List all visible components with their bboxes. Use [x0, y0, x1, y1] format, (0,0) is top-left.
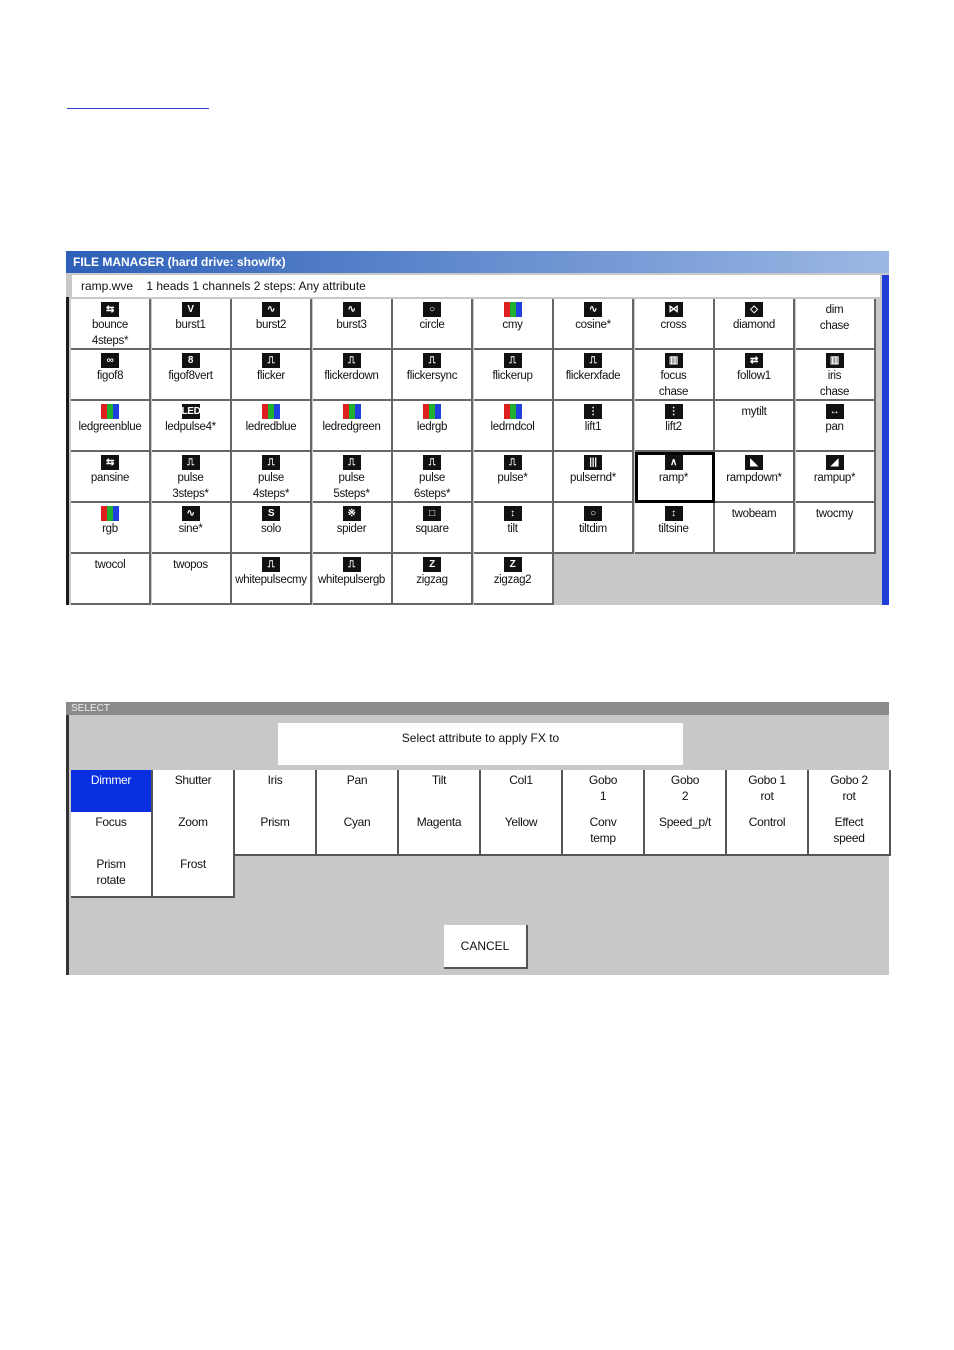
fx-file-label: zigzag	[416, 574, 448, 586]
led-icon	[343, 404, 361, 419]
fx-file-pulse-3steps[interactable]	[152, 452, 232, 503]
file-manager-window	[66, 251, 889, 605]
fx-file-ledrgb[interactable]	[393, 401, 473, 452]
rgb-icon	[101, 506, 119, 521]
fx-file-tiltdim[interactable]	[554, 503, 634, 554]
pulse-icon: ⎍	[504, 455, 522, 470]
attribute-button-control[interactable]: Control	[727, 812, 809, 856]
fx-file-label: solo	[261, 523, 281, 535]
fx-file-ledgreenblue[interactable]	[71, 401, 151, 452]
attribute-button-zoom[interactable]: Zoom	[153, 812, 235, 856]
fx-file-label: circle	[419, 319, 445, 331]
fx-file-rampup[interactable]	[796, 452, 876, 503]
fx-file-label: figof8vert	[168, 370, 213, 382]
chase-icon: ▥	[665, 353, 683, 368]
hyperlink-underline[interactable]	[67, 108, 209, 109]
led-icon: LED	[181, 406, 201, 417]
cancel-button[interactable]: CANCEL	[444, 925, 528, 969]
fx-file-label: pulse*	[497, 472, 528, 484]
fx-file-bounce-4steps[interactable]	[71, 299, 151, 350]
fx-file-label: sine*	[178, 523, 203, 535]
file-manager-title: FILE MANAGER (hard drive: show/fx)	[66, 251, 889, 273]
attribute-button-frost[interactable]: Frost	[153, 854, 235, 898]
cmy-icon	[504, 302, 522, 317]
fx-file-label: rampup*	[813, 472, 856, 484]
fx-file-label: twobeam	[731, 508, 777, 520]
led-icon	[423, 404, 441, 419]
fx-file-twocol[interactable]	[71, 554, 151, 605]
pulse-icon: ⎍	[262, 557, 280, 572]
fx-file-spider[interactable]	[313, 503, 393, 554]
square-icon: □	[423, 506, 441, 521]
fx-file-label: pulse 4steps*	[252, 472, 290, 500]
fx-file-burst1[interactable]	[152, 299, 232, 350]
fx-file-label: tiltsine	[658, 523, 689, 535]
fx-file-zigzag2[interactable]	[474, 554, 554, 605]
fx-file-label: cross	[660, 319, 687, 331]
fx-file-label: pulse 6steps*	[413, 472, 451, 500]
fx-file-circle[interactable]	[393, 299, 473, 350]
fx-file-label: square	[415, 523, 449, 535]
pansine-icon: ⇆	[101, 455, 119, 470]
fx-file-cmy[interactable]	[474, 299, 554, 350]
fx-file-label: pan	[825, 421, 844, 433]
pulse-icon: ⎍	[584, 353, 602, 368]
fx-file-burst2[interactable]	[232, 299, 312, 350]
attribute-button-conv-temp[interactable]: Conv temp	[563, 812, 645, 856]
fx-file-pulse-5steps[interactable]	[313, 452, 393, 503]
fx-file-label: whitepulsecmy	[235, 574, 307, 586]
fx-file-pulsernd[interactable]	[554, 452, 634, 503]
attribute-button-tilt[interactable]: Tilt	[399, 770, 481, 814]
fx-file-pulse[interactable]	[474, 452, 554, 503]
fx-file-tiltsine[interactable]	[635, 503, 715, 554]
fx-file-label: diamond	[732, 319, 775, 331]
fx-file-flickersync[interactable]	[393, 350, 473, 401]
fx-file-ramp[interactable]	[635, 452, 715, 503]
fx-file-label: whitepulsergb	[317, 574, 386, 586]
fx-file-figof8[interactable]	[71, 350, 151, 401]
pulse-icon: ⎍	[343, 455, 361, 470]
attribute-button-shutter[interactable]: Shutter	[153, 770, 235, 814]
attribute-button-col1[interactable]: Col1	[481, 770, 563, 814]
fx-file-follow1[interactable]	[715, 350, 795, 401]
lift-icon: ⋮	[665, 404, 683, 419]
pulse-icon: ⎍	[262, 353, 280, 368]
burst1-icon: V	[182, 302, 200, 317]
fx-file-flickerxfade[interactable]	[554, 350, 634, 401]
fx-file-label: burst1	[175, 319, 206, 331]
fx-file-label: cosine*	[575, 319, 611, 331]
attribute-button-gobo-2[interactable]: Gobo 2	[645, 770, 727, 814]
fx-file-label: flickerup	[492, 370, 533, 382]
zigzag-icon: Z	[423, 557, 441, 572]
figure8-icon: ∞	[101, 353, 119, 368]
tiltdim-icon: ○	[584, 506, 602, 521]
fx-file-label: ramp*	[658, 472, 689, 484]
fx-file-label: tiltdim	[579, 523, 607, 535]
fx-file-whitepulsergb[interactable]	[313, 554, 393, 605]
fx-file-label: flickersync	[406, 370, 458, 382]
fx-file-label: iris chase	[819, 370, 850, 398]
spider-icon: ※	[343, 506, 361, 521]
fx-file-label: focus chase	[658, 370, 689, 398]
fx-file-tilt[interactable]	[474, 503, 554, 554]
diamond-icon: ◇	[745, 302, 763, 317]
fx-file-dim-chase[interactable]	[796, 299, 876, 350]
led-icon	[262, 404, 280, 419]
fx-file-rampdown[interactable]	[715, 452, 795, 503]
fx-file-label: mytilt	[741, 406, 767, 418]
attribute-button-speed-p-t[interactable]: Speed_p/t	[645, 812, 727, 856]
fx-file-twocmy[interactable]	[796, 503, 876, 554]
pulse-icon: ⎍	[262, 455, 280, 470]
fx-file-label: flicker	[257, 370, 285, 382]
fx-file-ledredblue[interactable]	[232, 401, 312, 452]
attribute-button-cyan[interactable]: Cyan	[317, 812, 399, 856]
bounce-icon: ⇆	[101, 302, 119, 317]
fx-file-lift1[interactable]	[554, 401, 634, 452]
window-edge	[66, 715, 69, 975]
fx-file-zigzag[interactable]	[393, 554, 473, 605]
fx-file-label: ledredgreen	[322, 421, 381, 433]
fx-file-label: follow1	[737, 370, 771, 382]
attribute-button-focus[interactable]: Focus	[71, 812, 153, 856]
fx-file-label: flickerdown	[324, 370, 379, 382]
fx-file-label: ledredblue	[245, 421, 297, 433]
lift-icon: ⋮	[584, 404, 602, 419]
fx-file-cross[interactable]	[635, 299, 715, 350]
fx-file-label: pulse 5steps*	[333, 472, 370, 500]
attribute-button-yellow[interactable]: Yellow	[481, 812, 563, 856]
fx-file-label: zigzag2	[493, 574, 532, 586]
fx-file-label: bounce 4steps*	[91, 319, 129, 347]
fx-file-label: lift1	[584, 421, 602, 433]
random-pulse-icon: |||	[584, 455, 602, 470]
fx-file-label: burst3	[336, 319, 367, 331]
chase-icon: ▥	[826, 353, 844, 368]
fx-file-label: burst2	[255, 319, 287, 331]
attribute-button-prism-rotate[interactable]: Prism rotate	[71, 854, 153, 898]
window-edge	[66, 297, 69, 605]
fx-file-label: ledrndcol	[490, 421, 535, 433]
fx-file-ledrndcol[interactable]	[474, 401, 554, 452]
fx-file-flickerdown[interactable]	[313, 350, 393, 401]
circle-icon: ○	[423, 302, 441, 317]
file-info-bar: ramp.wve 1 heads 1 channels 2 steps: Any attribute	[72, 275, 880, 297]
fx-file-iris-chase[interactable]	[796, 350, 876, 401]
fx-file-label: dim chase	[819, 304, 850, 332]
fx-file-figof8vert[interactable]	[152, 350, 232, 401]
fx-file-whitepulsecmy[interactable]	[232, 554, 312, 605]
fx-file-square[interactable]	[393, 503, 473, 554]
follow-icon: ⇄	[745, 353, 763, 368]
attribute-button-gobo-1-rot[interactable]: Gobo 1 rot	[727, 770, 809, 814]
fx-file-diamond[interactable]	[715, 299, 795, 350]
fx-file-ledpulse4[interactable]	[152, 401, 232, 452]
select-dialog-title: SELECT	[66, 702, 889, 715]
attribute-button-iris[interactable]: Iris	[235, 770, 317, 814]
pan-icon: ↔	[826, 404, 844, 419]
fx-file-pan[interactable]	[796, 401, 876, 452]
attribute-button-dimmer[interactable]: Dimmer	[71, 770, 153, 814]
pulse-icon: ⎍	[343, 353, 361, 368]
fx-file-mytilt[interactable]	[715, 401, 795, 452]
fx-file-twobeam[interactable]	[715, 503, 795, 554]
fx-file-label: flickerxfade	[565, 370, 621, 382]
pulse-icon: ⎍	[343, 557, 361, 572]
burst2-icon: ∿	[262, 302, 280, 317]
rampdown-icon: ◣	[745, 455, 763, 470]
tilt-icon: ↕	[504, 506, 522, 521]
figure8-vertical-icon: 8	[182, 353, 200, 368]
attribute-button-gobo-2-rot[interactable]: Gobo 2 rot	[809, 770, 891, 814]
sine-icon: ∿	[182, 506, 200, 521]
fx-file-grid	[71, 299, 877, 605]
fx-file-label: figof8	[96, 370, 124, 382]
solo-icon: S	[262, 506, 280, 521]
cross-icon: ⋈	[665, 302, 683, 317]
select-dialog	[66, 702, 889, 975]
fx-file-label: twocol	[94, 559, 126, 571]
attribute-button-prism[interactable]: Prism	[235, 812, 317, 856]
fx-file-label: ledpulse4*	[165, 421, 216, 433]
fx-file-pulse-4steps[interactable]	[232, 452, 312, 503]
rampup-icon: ◢	[826, 455, 844, 470]
fx-file-flicker[interactable]	[232, 350, 312, 401]
fx-file-sine[interactable]	[152, 503, 232, 554]
fx-file-label: twocmy	[815, 508, 854, 520]
fx-file-cosine[interactable]	[554, 299, 634, 350]
fx-file-flickerup[interactable]	[474, 350, 554, 401]
pulse-icon: ⎍	[423, 455, 441, 470]
tiltsine-icon: ↕	[665, 506, 683, 521]
fx-file-label: lift2	[665, 421, 682, 433]
ramp-icon: ∧	[665, 455, 683, 470]
fx-file-pulse-6steps[interactable]	[393, 452, 473, 503]
fx-file-twopos[interactable]	[152, 554, 232, 605]
fx-file-burst3[interactable]	[313, 299, 393, 350]
fx-file-label: ledgreenblue	[78, 421, 142, 433]
fx-file-ledredgreen[interactable]	[313, 401, 393, 452]
led-icon	[101, 404, 119, 419]
fx-file-label: pulse 3steps*	[172, 472, 209, 500]
fx-file-label: rgb	[102, 523, 118, 535]
scrollbar[interactable]	[882, 275, 889, 605]
attribute-button-magenta[interactable]: Magenta	[399, 812, 481, 856]
fx-file-focus-chase[interactable]	[635, 350, 715, 401]
select-prompt: Select attribute to apply FX to	[278, 723, 683, 765]
fx-file-solo[interactable]	[232, 503, 312, 554]
fx-file-pansine[interactable]	[71, 452, 151, 503]
cosine-icon: ∿	[584, 302, 602, 317]
burst3-icon: ∿	[343, 302, 361, 317]
zigzag-icon: Z	[504, 557, 522, 572]
fx-file-label: spider	[336, 523, 367, 535]
pulse-icon: ⎍	[504, 353, 522, 368]
pulse-icon: ⎍	[423, 353, 441, 368]
fx-file-lift2[interactable]	[635, 401, 715, 452]
fx-file-rgb[interactable]	[71, 503, 151, 554]
attribute-button-effect-speed[interactable]: Effect speed	[809, 812, 891, 856]
led-icon	[504, 404, 522, 419]
pulse-icon: ⎍	[182, 455, 200, 470]
fx-file-label: pansine	[90, 472, 130, 484]
fx-file-label: rampdown*	[726, 472, 782, 484]
fx-file-label: ledrgb	[416, 421, 448, 433]
attribute-button-gobo-1[interactable]: Gobo 1	[563, 770, 645, 814]
fx-file-label: tilt	[507, 523, 518, 535]
fx-file-label: pulsernd*	[570, 472, 616, 484]
fx-file-label: cmy	[502, 319, 523, 331]
attribute-button-pan[interactable]: Pan	[317, 770, 399, 814]
fx-file-label: twopos	[173, 559, 208, 571]
